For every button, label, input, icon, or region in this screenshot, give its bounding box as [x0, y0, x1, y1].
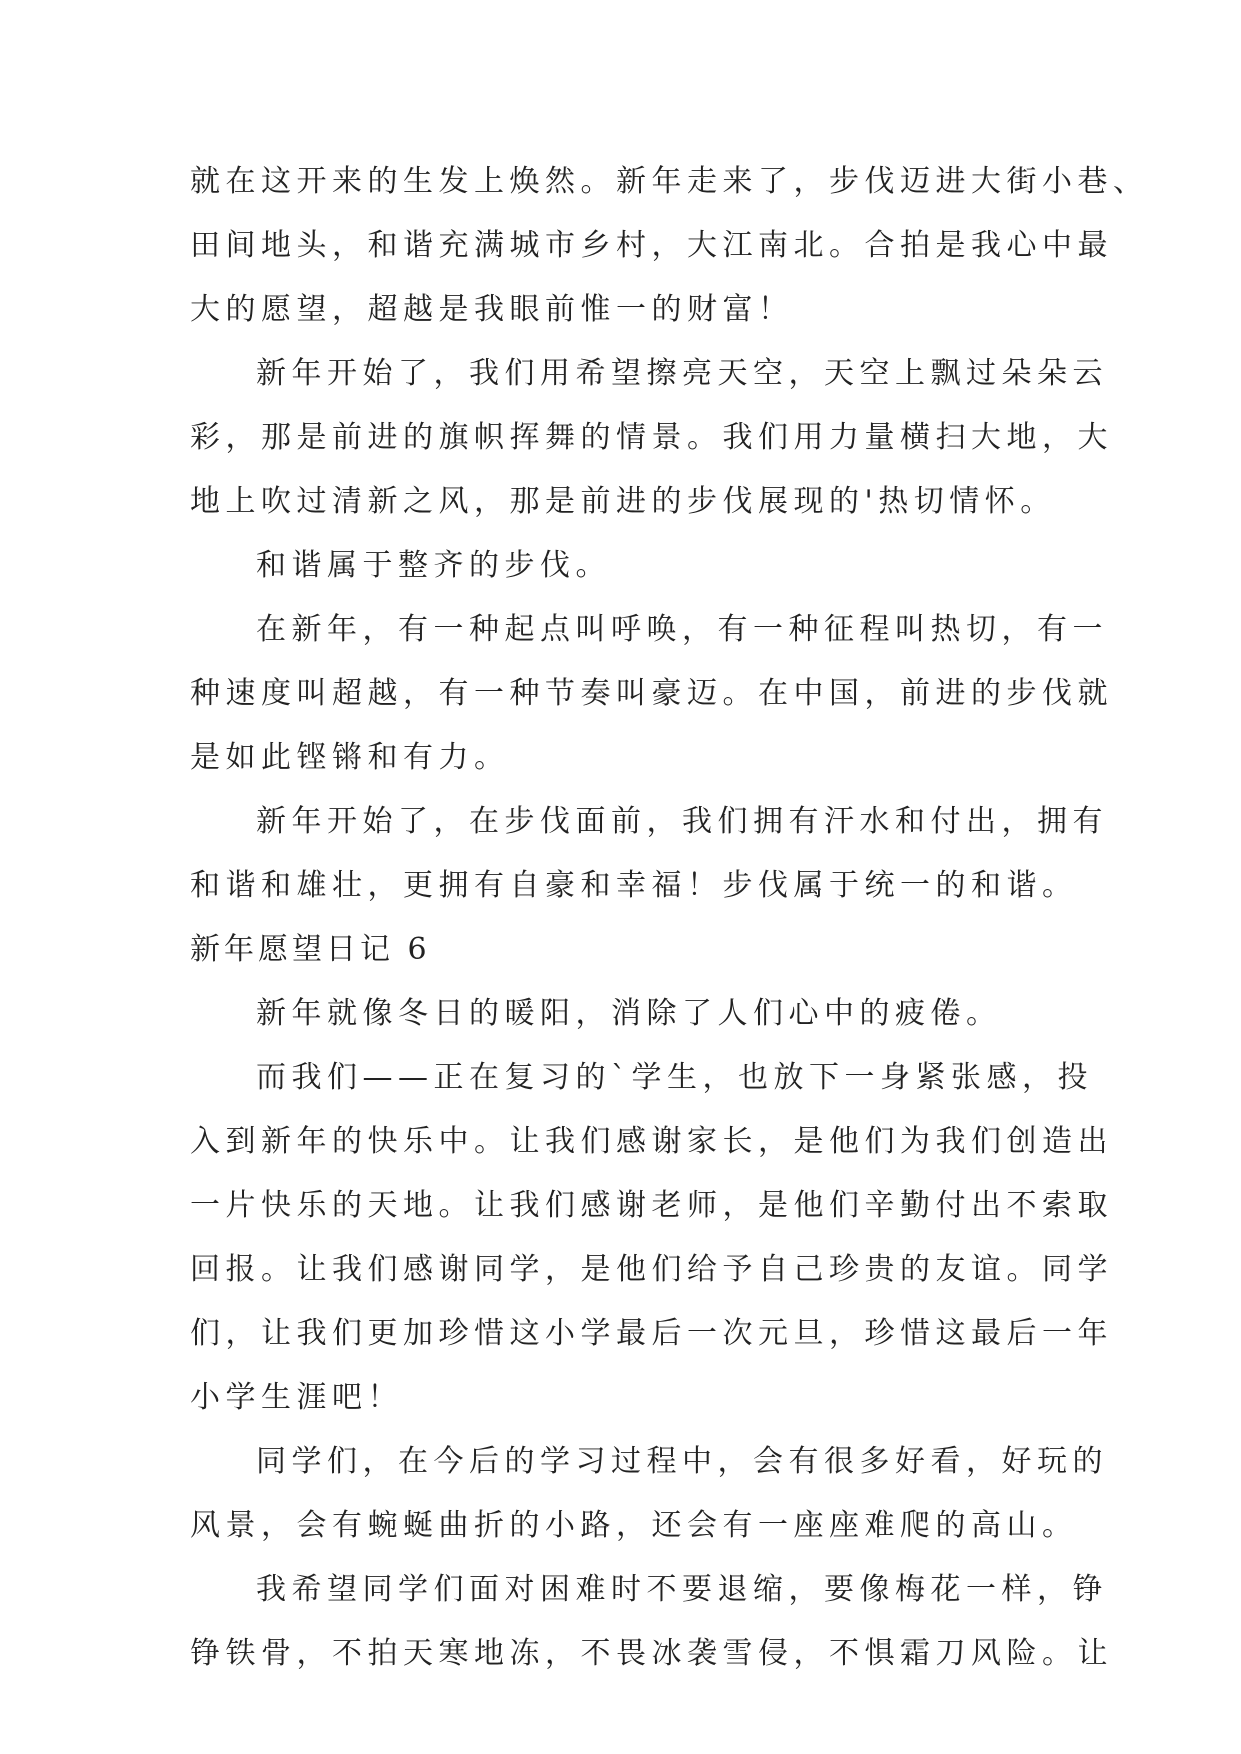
document-body: [190, 150, 1149, 1686]
paragraph-first-line: 而我们——正在复习的`学生，也放下一身紧张感，投: [256, 1060, 1093, 1095]
paragraph-first-line: 我希望同学们面对困难时不要退缩，要像梅花一样，铮: [256, 1572, 1108, 1607]
paragraph-first-line: 新年开始了，在步伐面前，我们拥有汗水和付出，拥有: [256, 804, 1108, 839]
text-line: 和谐和雄壮，更拥有自豪和幸福！步伐属于统一的和谐。: [190, 868, 1078, 903]
text-line: 回报。让我们感谢同学，是他们给予自己珍贵的友谊。同学: [190, 1252, 1113, 1287]
text-line: 种速度叫超越，有一种节奏叫豪迈。在中国，前进的步伐就: [190, 676, 1113, 711]
text-line: 田间地头，和谐充满城市乡村，大江南北。合拍是我心中最: [190, 228, 1113, 263]
text-line: 们，让我们更加珍惜这小学最后一次元旦，珍惜这最后一年: [190, 1316, 1113, 1351]
text-line: 地上吹过清新之风，那是前进的步伐展现的'热切情怀。: [190, 484, 1056, 519]
paragraph-first-line: 新年开始了，我们用希望擦亮天空，天空上飘过朵朵云: [256, 356, 1108, 391]
section-heading: 新年愿望日记 6: [190, 932, 431, 967]
text-line: 就在这开来的生发上焕然。新年走来了，步伐迈进大街小巷、: [190, 164, 1149, 199]
paragraph-first-line: 同学们，在今后的学习过程中，会有很多好看，好玩的: [256, 1444, 1108, 1479]
text-line: 风景，会有蜿蜒曲折的小路，还会有一座座难爬的高山。: [190, 1508, 1078, 1543]
text-line: 铮铁骨，不拍天寒地冻，不畏冰袭雪侵，不惧霜刀风险。让: [190, 1636, 1113, 1671]
paragraph-first-line: 在新年，有一种起点叫呼唤，有一种征程叫热切，有一: [256, 612, 1108, 647]
text-line: 是如此铿锵和有力。: [190, 740, 510, 775]
text-line: 大的愿望，超越是我眼前惟一的财富！: [190, 292, 794, 327]
text-line: 入到新年的快乐中。让我们感谢家长，是他们为我们创造出: [190, 1124, 1113, 1159]
text-line: 彩，那是前进的旗帜挥舞的情景。我们用力量横扫大地，大: [190, 420, 1113, 455]
text-line: 小学生涯吧！: [190, 1380, 403, 1415]
paragraph-first-line: 新年就像冬日的暖阳，消除了人们心中的疲倦。: [256, 996, 1002, 1031]
paragraph-first-line: 和谐属于整齐的步伐。: [256, 548, 611, 583]
text-line: 一片快乐的天地。让我们感谢老师，是他们辛勤付出不索取: [190, 1188, 1113, 1223]
